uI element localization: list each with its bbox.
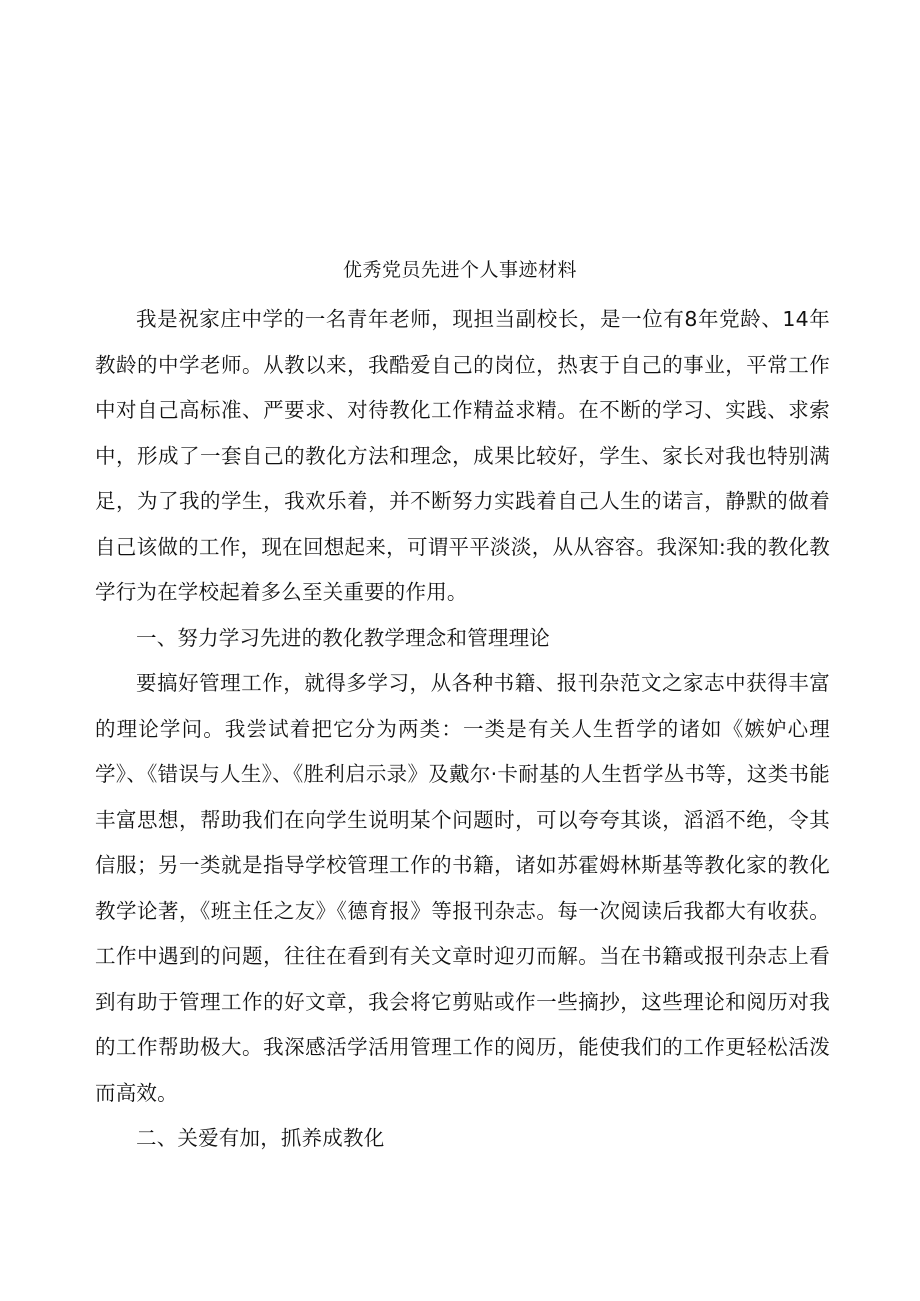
section-heading-2: 二、关爱有加，抓养成教化 <box>136 1126 385 1150</box>
paragraph-intro: 我是祝家庄中学的一名青年老师，现担当副校长，是一位有8年党龄、14年教龄的中学老师。从教以来，我酷爱自己的岗位，热衷于自己的事业，平常工作中对自己高标准、严要求、对待教化工作精益求精。在不断的学习、实践、求索中，形成了一套自己的教化方法和理念，成果比较好，学生、家长对我也特别满足，为了我的学生，我欢乐着，并不断努力实践着自己人生的诺言，静默的做着自己该做的工作，现在回想起来，可谓平平淡淡，从从容容。我深知:我的教化教学行为在学校起着多么至关重要的作用。 <box>95 307 830 604</box>
document-body <box>95 297 830 1162</box>
section-heading-1: 一、努力学习先进的教化教学理念和管理理论 <box>136 625 550 650</box>
paragraph-learning: 要搞好管理工作，就得多学习，从各种书籍、报刊杂范文之家志中获得丰富的理论学问。我尝试着把它分为两类：一类是有关人生哲学的诸如《嫉妒心理学》、《错误与人生》、《胜利启示录》及戴尔·卡耐基的人生哲学丛书等，这类书能丰富思想，帮助我们在向学生说明某个问题时，可以夸夸其谈，滔滔不绝，令其信服；另一类就是指导学校管理工作的书籍，诸如苏霍姆林斯基等教化家的教化教学论著，《班主任之友》《德育报》等报刊杂志。每一次阅读后我都大有收获。工作中遇到的问题，往往在看到有关文章时迎刃而解。当在书籍或报刊杂志上看到有助于管理工作的好文章，我会将它剪贴或作一些摘抄，这些理论和阅历对我的工作帮助极大。我深感活学活用管理工作的阅历，能使我们的工作更轻松活泼而高效。 <box>95 671 830 1105</box>
document-title: 优秀党员先进个人事迹材料 <box>342 259 577 281</box>
